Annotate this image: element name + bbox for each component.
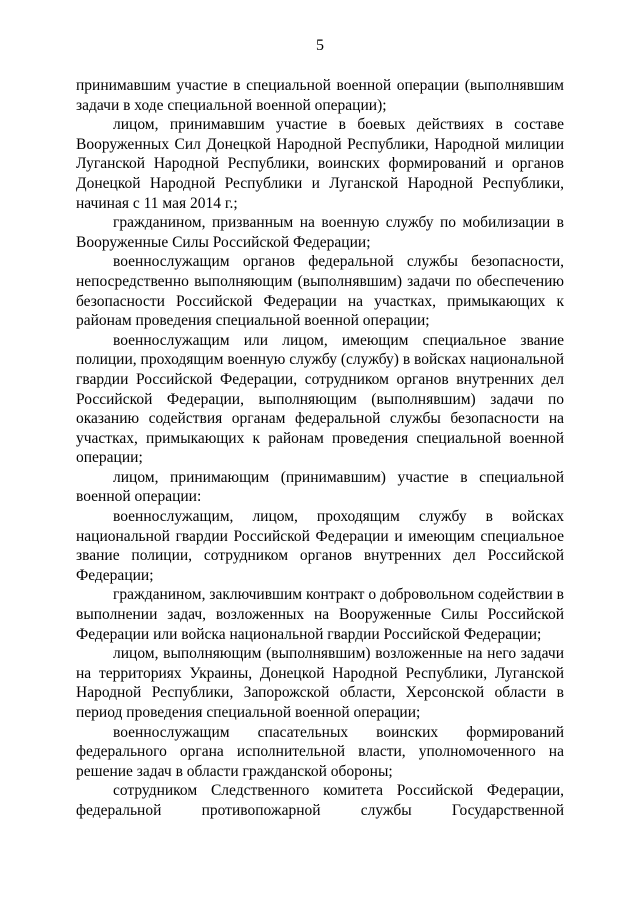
paragraph-5: военнослужащим или лицом, имеющим специальное звание полиции, проходящим военную службу (службу) в войсках национальной гвардии Российской Федерации, сотрудником органов внутренних дел Российской Федерации, выполняющим (выполнявшим) задачи по оказанию содействия органам федеральной службы безопасности на участках, примыкающих к районам проведения специальной военной операции; bbox=[76, 331, 564, 467]
paragraph-7: военнослужащим, лицом, проходящим службу в войсках национальной гвардии Российской Федерации и имеющим специальное звание полиции, сотрудником органов внутренних дел Российской Федерации; bbox=[76, 508, 564, 584]
paragraph-2: лицом, принимавшим участие в боевых действиях в составе Вооруженных Сил Донецкой Народной Республики, Народной милиции Луганской Народной Республики, воинских формирований и органов Донецкой Народной Республики и Луганской Народной Республики, начиная с 11 мая 2014 г.; bbox=[76, 116, 564, 212]
paragraph-8: гражданином, заключившим контракт о добровольном содействии в выполнении задач, возложенных на Вооруженные Силы Российской Федерации или войска национальной гвардии Российской Федерации; bbox=[76, 586, 564, 643]
page-number: 5 bbox=[316, 37, 324, 54]
paragraph-3: гражданином, призванным на военную службу по мобилизации в Вооруженные Силы Российской Федерации; bbox=[76, 214, 564, 251]
paragraph-6: лицом, принимающим (принимавшим) участие в специальной военной операции: bbox=[76, 468, 564, 506]
paragraph-10: военнослужащим спасательных воинских формирований федерального органа исполнительной власти, уполномоченного на решение задач в области гражданской обороны; bbox=[76, 723, 564, 780]
paragraph-11: сотрудником Следственного комитета Российской Федерации, федеральной противопожарной службы Государственной bbox=[76, 782, 564, 819]
paragraph-9: лицом, выполняющим (выполнявшим) возложенные на него задачи на территориях Украины, Донецкой Народной Республики, Луганской Народной Республики, Запорожской области, Херсонской области в период проведения специальной военной операции; bbox=[76, 645, 564, 721]
paragraph-1: принимавшим участие в специальной военной операции (выполнявшим задачи в ходе специальной военной операции); bbox=[76, 77, 564, 114]
paragraph-4: военнослужащим органов федеральной службы безопасности, непосредственно выполняющим (выполнявшим) задачи по обеспечению безопасности Российской Федерации на участках, примыкающих к районам проведения специальной военной операции; bbox=[76, 253, 564, 330]
document-body bbox=[76, 76, 564, 821]
